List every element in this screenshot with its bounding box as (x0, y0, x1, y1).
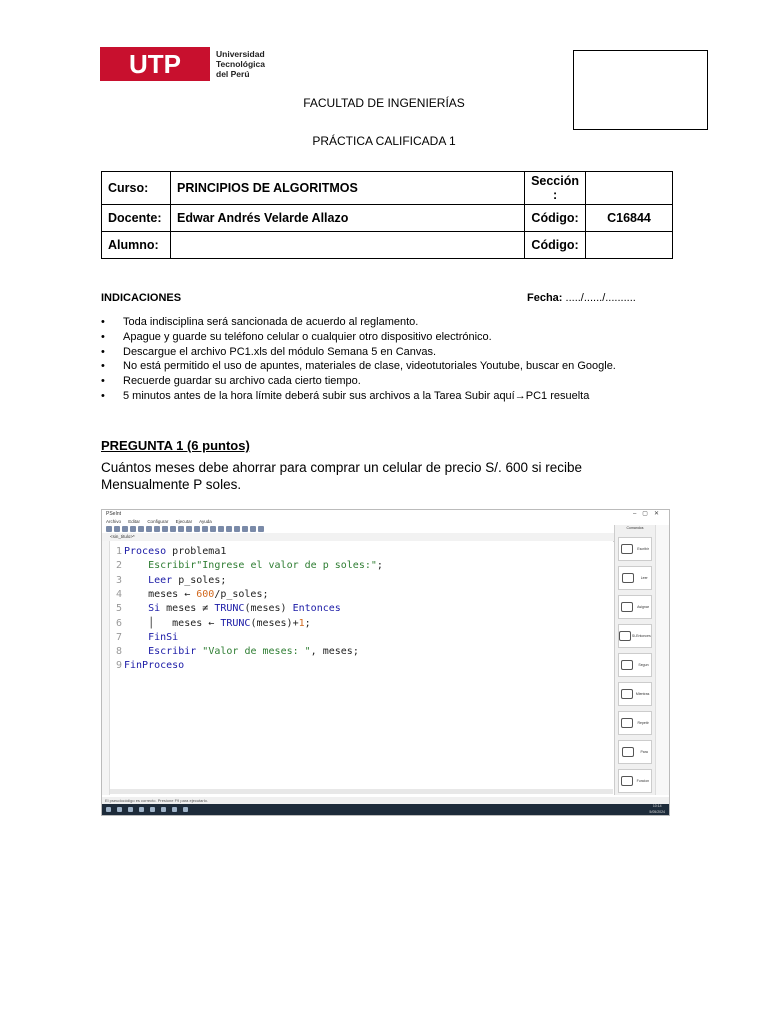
codigo2-value (586, 232, 673, 259)
code-token: Proceso (124, 546, 167, 557)
docente-value: Edwar Andrés Velarde Allazo (171, 205, 525, 232)
seccion-value (586, 172, 673, 205)
toolbar-icon[interactable] (250, 526, 256, 532)
commands-panel (614, 525, 655, 795)
toolbar-icon[interactable] (114, 526, 120, 532)
code-token: "Ingrese el valor de p soles:" (196, 560, 377, 572)
logo-subtitle (216, 49, 265, 79)
command-label: Asignar (637, 605, 649, 609)
logo-sub-line: Tecnológica (216, 59, 265, 69)
toolbar-icon[interactable] (146, 526, 152, 532)
line-number: 7 (115, 631, 122, 643)
command-button[interactable] (618, 740, 652, 764)
code-token: problema1 (166, 546, 227, 557)
code-token: ; (304, 617, 311, 629)
code-line (110, 574, 226, 588)
panel-button-list (615, 537, 655, 793)
logo-sub-line: del Perú (216, 69, 250, 79)
toolbar-icon[interactable] (234, 526, 240, 532)
command-icon (622, 573, 634, 583)
command-label: Mientras (635, 692, 650, 696)
toolbar-icon[interactable] (202, 526, 208, 532)
menu-item: Editar (128, 519, 141, 524)
taskbar-app-icon[interactable] (161, 807, 166, 812)
tab-label: <sin_titulo>* (110, 534, 135, 539)
code-token (124, 646, 148, 657)
command-icon (621, 689, 633, 699)
command-icon (621, 660, 633, 670)
rule-item: • Apague y guarde su teléfono celular o cualquier otro dispositivo electrónico. (101, 330, 701, 345)
line-number: 9 (115, 660, 122, 672)
window-titlebar (102, 510, 669, 518)
code-token: 600 (196, 588, 215, 600)
command-button[interactable] (618, 711, 652, 735)
grade-box (573, 50, 708, 130)
line-number: 8 (115, 646, 122, 658)
command-label: Funcion (636, 779, 650, 783)
code-token (124, 632, 148, 643)
rules-list (101, 315, 701, 404)
toolbar-icon[interactable] (186, 526, 192, 532)
code-token: │ meses ← (124, 617, 221, 629)
alumno-value (171, 232, 525, 259)
line-number: 1 (115, 546, 122, 557)
exam-title: PRÁCTICA CALIFICADA 1 (312, 134, 456, 148)
codigo2-label: Código: (525, 232, 586, 259)
code-token: TRUNC (220, 617, 251, 629)
rule-item: • Descargue el archivo PC1.xls del módulo Semana 5 en Canvas. (101, 345, 701, 360)
logo-text: UTP (129, 49, 181, 79)
toolbar-icon[interactable] (162, 526, 168, 532)
faculty-title: FACULTAD DE INGENIERÍAS (303, 96, 465, 110)
status-bar: El pseudocódigo es correcto. Presione F9 para ejecutarlo. (102, 797, 670, 804)
command-button[interactable] (618, 682, 652, 706)
code-line (110, 645, 359, 659)
taskbar-app-icon[interactable] (150, 807, 155, 812)
line-number: 4 (115, 588, 122, 600)
toolbar-icon[interactable] (154, 526, 160, 532)
taskbar-app-icon[interactable] (139, 807, 144, 812)
code-token: , meses; (310, 646, 359, 658)
indicaciones-title: INDICACIONES (101, 292, 182, 304)
command-label: Leer (640, 576, 648, 580)
code-token: 1 (298, 617, 305, 629)
code-line (110, 545, 226, 559)
toolbar-icon[interactable] (258, 526, 264, 532)
toolbar (102, 525, 669, 533)
code-token: meses ≠ (160, 603, 215, 615)
code-token: Escribir (148, 560, 197, 572)
clock-time: 10:14 (652, 804, 662, 808)
toolbar-icon[interactable] (170, 526, 176, 532)
codigo-label: Código: (525, 205, 586, 232)
code-token: FinProceso (124, 660, 185, 672)
code-line (110, 617, 311, 631)
window-controls: –▢✕ (632, 511, 665, 517)
horizontal-scrollbar (110, 789, 613, 794)
command-label: Repetir (637, 721, 649, 725)
command-button[interactable] (618, 653, 652, 677)
code-token: FinSi (148, 631, 179, 643)
taskbar-app-icon[interactable] (128, 807, 133, 812)
line-number: 6 (115, 617, 122, 629)
code-line (110, 631, 178, 645)
rule-item: • No está permitido el uso de apuntes, materiales de clase, videotutoriales Youtube, buscar en Google. (101, 359, 701, 374)
command-icon (622, 747, 634, 757)
command-icon (621, 602, 633, 612)
seccion-label: Sección : (525, 172, 586, 205)
toolbar-icon[interactable] (106, 526, 112, 532)
rule-item: • 5 minutos antes de la hora límite deberá subir sus archivos a la Tarea Subir aquí→PC1 resuelta (101, 389, 701, 404)
toolbar-icon[interactable] (194, 526, 200, 532)
code-token: meses ← (124, 588, 197, 600)
line-number: 5 (115, 603, 122, 615)
code-token: /p_soles; (214, 588, 269, 600)
toolbar-icon[interactable] (226, 526, 232, 532)
info-table (101, 171, 673, 259)
code-line (110, 602, 341, 616)
taskbar-app-icon[interactable] (117, 807, 122, 812)
line-number: 3 (115, 574, 122, 586)
alumno-label: Alumno: (102, 232, 171, 259)
window-title: PSeInt (106, 511, 122, 517)
question-text: Cuántos meses debe ahorrar para comprar un celular de precio S/. 600 si recibe Mensualmente P soles. (101, 460, 583, 492)
docente-label: Docente: (102, 205, 171, 232)
curso-value: PRINCIPIOS DE ALGORITMOS (171, 172, 525, 205)
code-token: Si (148, 603, 161, 615)
code-line (110, 559, 383, 573)
question-title: PREGUNTA 1 (6 puntos) (101, 438, 250, 453)
panel-title: Comandos (626, 526, 644, 530)
code-token: ; (376, 560, 383, 572)
toolbar-icon[interactable] (242, 526, 248, 532)
command-button[interactable] (618, 537, 652, 561)
command-icon (619, 631, 631, 641)
code-editor (110, 541, 613, 795)
left-sidebar (102, 541, 110, 795)
code-token: Escribir (148, 646, 197, 658)
fecha-field (527, 292, 636, 304)
line-number: 2 (115, 560, 122, 572)
code-token (124, 603, 148, 614)
command-label: Escribir (637, 547, 649, 551)
code-token: (meses)+ (250, 617, 299, 629)
code-line (110, 659, 184, 673)
command-button[interactable] (618, 566, 652, 590)
fecha-label: Fecha: (527, 292, 563, 304)
command-button[interactable] (618, 624, 652, 648)
command-icon (621, 718, 633, 728)
code-token: Leer (148, 574, 173, 586)
toolbar-icon[interactable] (130, 526, 136, 532)
pseint-screenshot (101, 509, 670, 816)
menu-item: Ayuda (199, 519, 212, 524)
taskbar-app-icon[interactable] (183, 807, 188, 812)
code-token: Entonces (292, 603, 341, 615)
code-token (124, 560, 148, 571)
menu-item: Archivo (106, 519, 122, 524)
rule-item: • Recuerde guardar su archivo cada cierto tiempo. (101, 374, 701, 389)
toolbar-icon[interactable] (122, 526, 128, 532)
command-button[interactable] (618, 595, 652, 619)
clock-date: 5/05/2024 (649, 809, 665, 814)
command-icon (621, 544, 633, 554)
curso-label: Curso: (102, 172, 171, 205)
toolbar-icon[interactable] (210, 526, 216, 532)
code-token (124, 575, 148, 586)
code-token: TRUNC (214, 603, 245, 615)
toolbar-icon[interactable] (178, 526, 184, 532)
code-line (110, 588, 269, 602)
command-label: Segun (638, 663, 649, 667)
menu-item: Configurar (147, 519, 169, 524)
taskbar-app-icon[interactable] (106, 807, 111, 812)
logo-mark (100, 47, 210, 81)
command-icon (621, 776, 633, 786)
code-token: (meses) (244, 603, 293, 615)
windows-taskbar (102, 804, 670, 815)
command-label: Para (640, 750, 648, 754)
command-button[interactable] (618, 769, 652, 793)
logo-sub-line: Universidad (216, 49, 265, 59)
menu-item: Ejecutar (175, 519, 193, 524)
code-token: "Valor de meses: " (202, 646, 311, 658)
menu-bar (102, 518, 669, 525)
system-clock (649, 804, 665, 815)
far-right-panel (655, 525, 669, 795)
rule-item: • Toda indisciplina será sancionada de acuerdo al reglamento. (101, 315, 701, 330)
utp-logo (100, 46, 270, 82)
toolbar-icon[interactable] (218, 526, 224, 532)
toolbar-icon[interactable] (138, 526, 144, 532)
fecha-value: ...../....../.......... (562, 292, 636, 304)
code-token: p_soles; (172, 574, 227, 586)
command-label: Si-Entonces (631, 634, 651, 638)
taskbar-app-icon[interactable] (172, 807, 177, 812)
codigo-value: C16844 (586, 205, 673, 232)
